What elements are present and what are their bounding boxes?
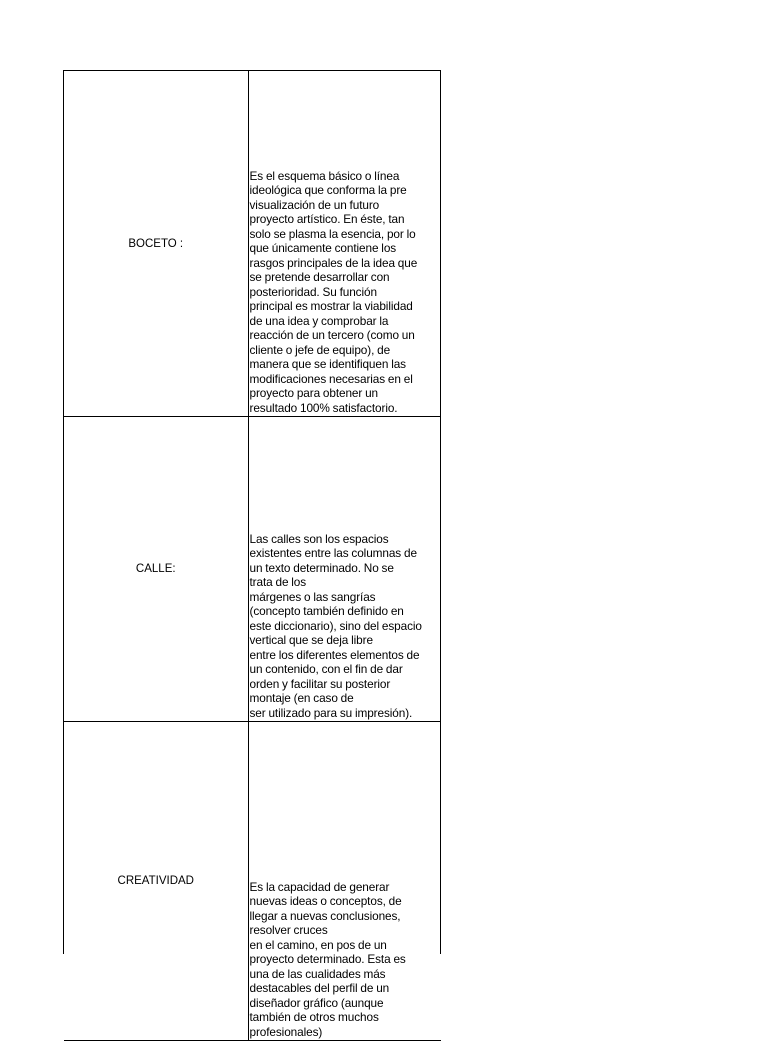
term-cell: BOCETO : bbox=[64, 71, 248, 417]
table-row bbox=[64, 417, 441, 722]
definition-cell: Es el esquema básico o línea ideológica que conforma la pre visualización de un futuro proyecto artístico. En éste, tan solo se plasma la esencia, por lo que únicamente contiene los rasgos principales de la idea que se pretende desarrollar con posterioridad. Su función principal es mostrar la viabilidad de una idea y comprobar la reacción de un tercero (como un cliente o jefe de equipo), de manera que se identifiquen las modificaciones necesarias en el proyecto para obtener un resultado 100% satisfactorio. bbox=[248, 71, 441, 417]
definition-cell: Es la capacidad de generar nuevas ideas o conceptos, de llegar a nuevas conclusiones, resolver cruces en el camino, en pos de un proyecto determinado. Esta es una de las cualidades más destacables del perfil de un diseñador gráfico (aunque también de otros muchos profesionales) bbox=[248, 722, 441, 1041]
glossary-sheet bbox=[63, 70, 441, 1039]
term-cell: CREATIVIDAD bbox=[64, 722, 248, 1041]
table-row bbox=[64, 722, 441, 1041]
glossary-table bbox=[64, 71, 441, 1041]
definition-cell: Las calles son los espacios existentes entre las columnas de un texto determinado. No se trata de los márgenes o las sangrías (concepto también definido en este diccionario), sino del espacio vertical que se deja libre entre los diferentes elementos de un contenido, con el fin de dar orden y facilitar su posterior montaje (en caso de ser utilizado para su impresión). bbox=[248, 417, 441, 722]
table-row bbox=[64, 71, 441, 417]
term-cell: CALLE: bbox=[64, 417, 248, 722]
